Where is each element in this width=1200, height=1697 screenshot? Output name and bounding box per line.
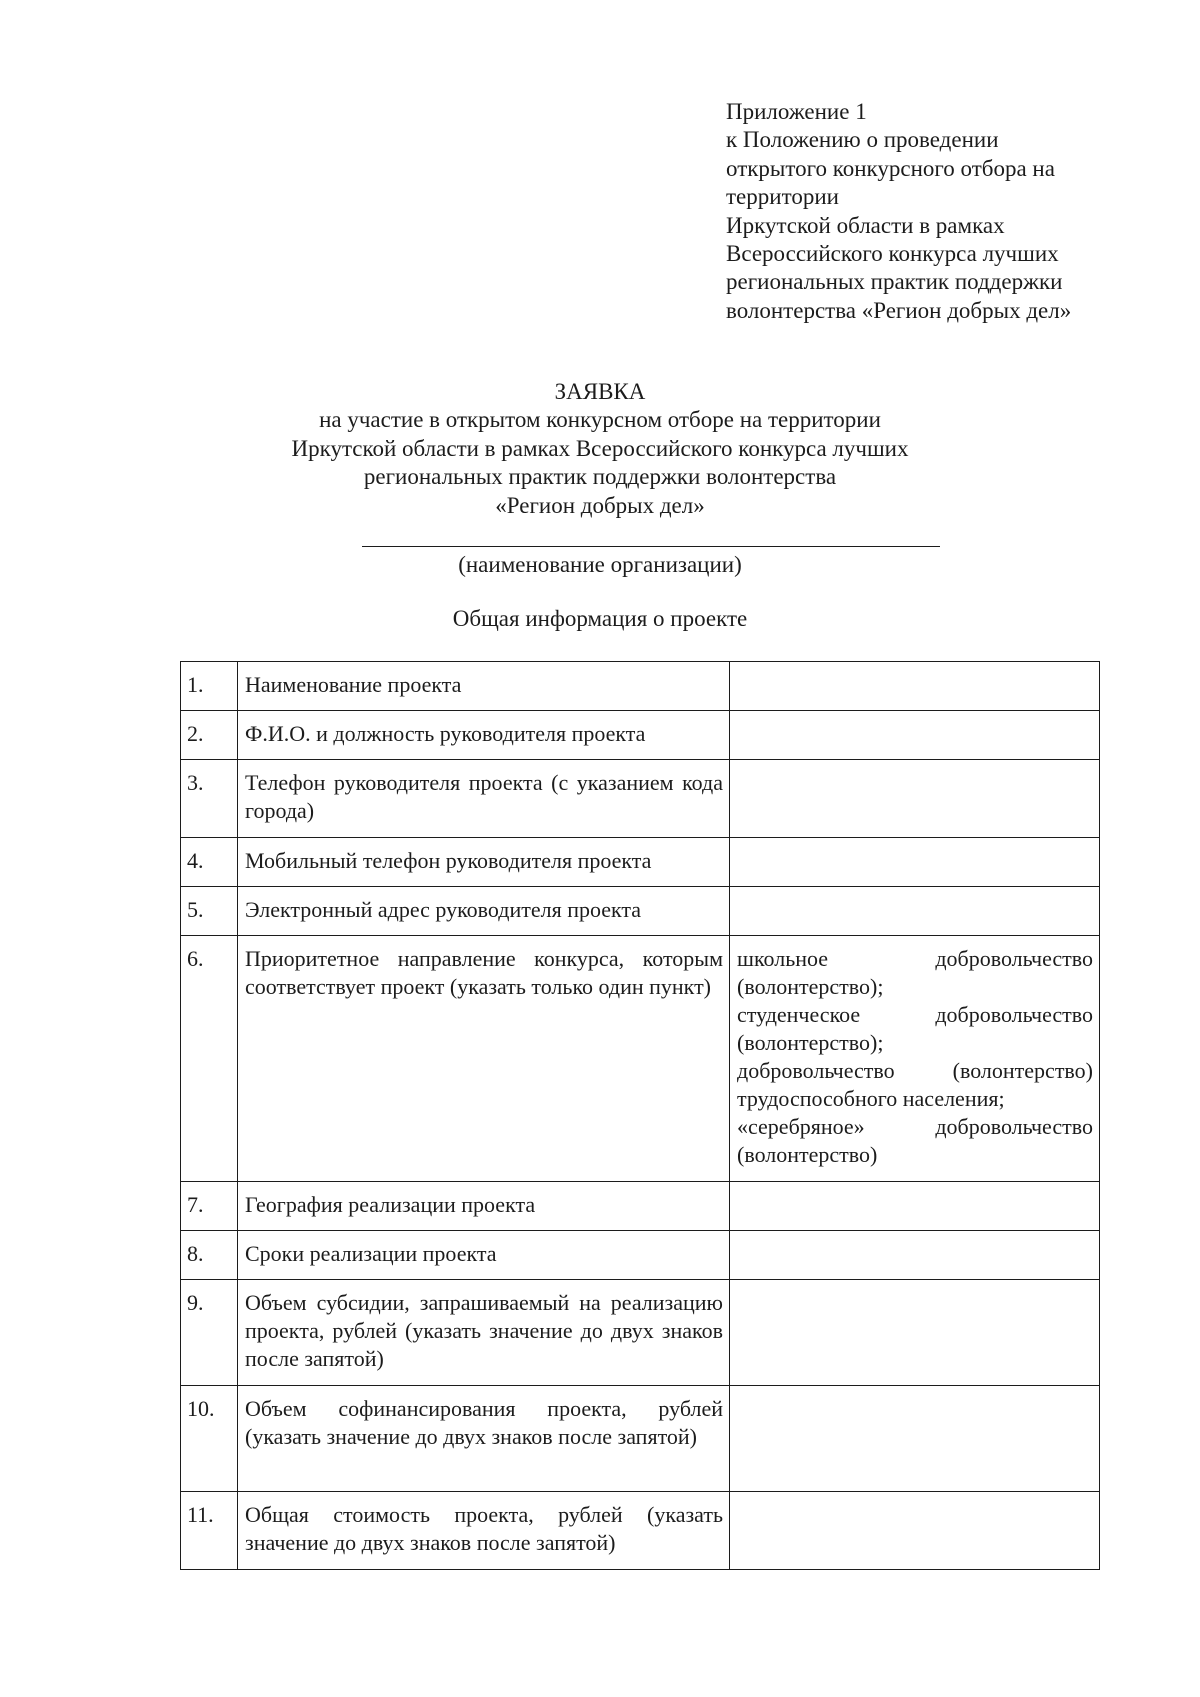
row-value-cell [730, 711, 1100, 760]
application-subtitle-line: на участие в открытом конкурсном отборе на территории [319, 407, 881, 433]
row-value-cell [730, 1231, 1100, 1280]
priority-direction-option: школьное добровольчество (волонтерство); [737, 946, 1093, 999]
table-row [181, 662, 1100, 711]
row-label: Телефон руководителя проекта (с указанием кода города) [238, 760, 730, 838]
appendix-line: Иркутской области в рамках [726, 212, 1005, 238]
row-label: Мобильный телефон руководителя проекта [238, 838, 730, 887]
appendix-line: Всероссийского конкурса лучших [726, 241, 1059, 267]
appendix-line: открытого конкурсного отбора на [726, 155, 1055, 181]
row-value-cell [730, 887, 1100, 936]
row-value-cell [730, 1280, 1100, 1386]
priority-direction-option: «серебряное» добровольчество (волонтерство) [737, 1114, 1093, 1167]
table-row [181, 1182, 1100, 1231]
row-value-cell [730, 1386, 1100, 1492]
row-label: Объем субсидии, запрашиваемый на реализацию проекта, рублей (указать значение до двух знаков после запятой) [238, 1280, 730, 1386]
row-number: 11. [181, 1492, 238, 1570]
application-title-block [0, 378, 1200, 520]
row-label: Приоритетное направление конкурса, которым соответствует проект (указать только один пункт) [238, 936, 730, 1182]
row-value-cell [730, 662, 1100, 711]
row-value-cell [730, 1492, 1100, 1570]
appendix-line: Приложение 1 [726, 99, 867, 124]
table-row [181, 1231, 1100, 1280]
table-row [181, 760, 1100, 838]
table-row [181, 1280, 1100, 1386]
row-value-cell [730, 760, 1100, 838]
application-subtitle-line: региональных практик поддержки волонтерства [363, 464, 837, 490]
priority-direction-option: добровольчество (волонтерство) трудоспособного населения; [737, 1058, 1093, 1111]
row-number: 10. [181, 1386, 238, 1492]
appendix-line: территории [726, 184, 839, 210]
row-number: 2. [181, 711, 238, 760]
row-number: 6. [181, 936, 238, 1182]
organization-name-caption: (наименование организации) [458, 552, 742, 577]
row-number: 5. [181, 887, 238, 936]
table-row [181, 1492, 1100, 1570]
row-label: География реализации проекта [238, 1182, 730, 1231]
project-info-table [180, 661, 1100, 1570]
appendix-line: к Положению о проведении [726, 127, 999, 153]
row-label: Общая стоимость проекта, рублей (указать значение до двух знаков после запятой) [238, 1492, 730, 1570]
row-number: 4. [181, 838, 238, 887]
row-value-cell [730, 1182, 1100, 1231]
organization-name-blank-line [362, 546, 940, 547]
priority-directions-cell [730, 936, 1100, 1182]
application-heading: ЗАЯВКА [554, 379, 646, 404]
row-number: 1. [181, 662, 238, 711]
application-subtitle-line: «Регион добрых дел» [495, 492, 705, 518]
appendix-line: региональных практик поддержки [726, 269, 1063, 295]
row-number: 3. [181, 760, 238, 838]
appendix-line: волонтерства «Регион добрых дел» [726, 297, 1072, 323]
row-value-cell [730, 838, 1100, 887]
application-subtitle-line: Иркутской области в рамках Всероссийского конкурса лучших [291, 435, 909, 461]
priority-direction-option: студенческое добровольчество (волонтерство); [737, 1002, 1093, 1055]
row-label: Сроки реализации проекта [238, 1231, 730, 1280]
row-number: 8. [181, 1231, 238, 1280]
row-label: Электронный адрес руководителя проекта [238, 887, 730, 936]
row-label: Объем софинансирования проекта, рублей (указать значение до двух знаков после запятой) [238, 1386, 730, 1492]
row-number: 7. [181, 1182, 238, 1231]
table-row [181, 887, 1100, 936]
appendix-block [726, 98, 1146, 325]
table-row [181, 838, 1100, 887]
table-row [181, 1386, 1100, 1492]
row-label: Ф.И.О. и должность руководителя проекта [238, 711, 730, 760]
table-row [181, 711, 1100, 760]
row-label: Наименование проекта [238, 662, 730, 711]
table-row [181, 936, 1100, 1182]
row-number: 9. [181, 1280, 238, 1386]
section-title: Общая информация о проекте [452, 606, 748, 631]
